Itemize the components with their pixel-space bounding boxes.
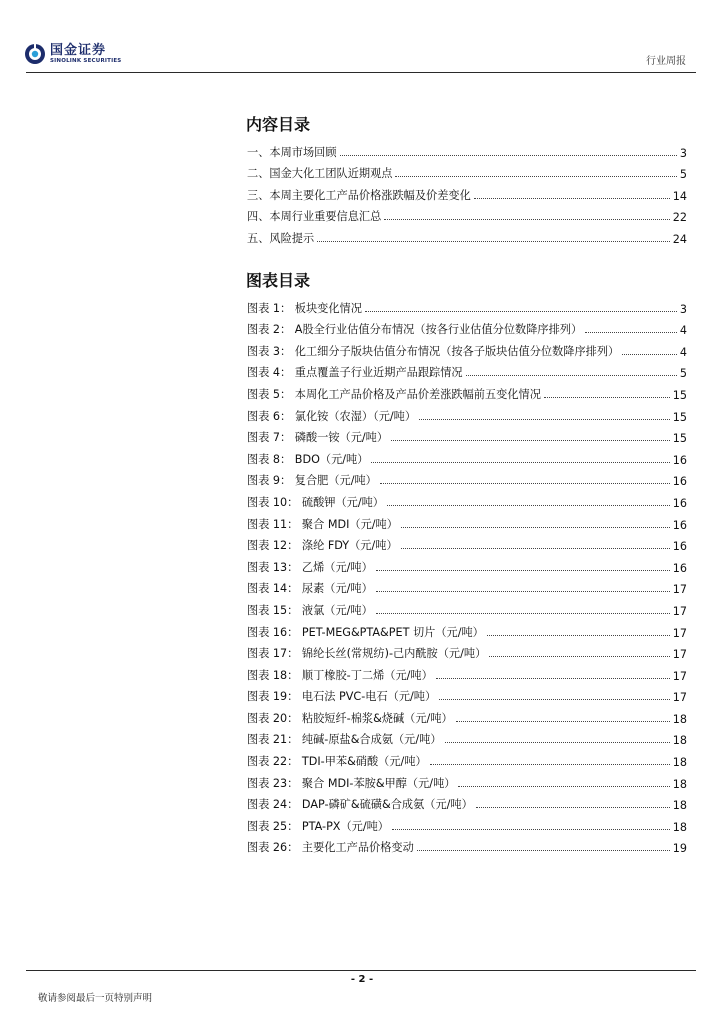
figure-entry[interactable] xyxy=(247,467,687,489)
figure-entry[interactable] xyxy=(247,575,687,597)
dot-leader xyxy=(474,198,670,199)
figure-entry-page: 16 xyxy=(672,496,687,510)
dot-leader xyxy=(419,419,670,420)
figure-entry-page: 18 xyxy=(672,712,687,726)
figure-entry[interactable] xyxy=(247,380,687,402)
dot-leader xyxy=(391,440,670,441)
figure-entry[interactable] xyxy=(247,791,687,813)
dot-leader xyxy=(392,829,670,830)
contents-entry[interactable] xyxy=(247,160,687,182)
figure-entry-label: 图表 5： 本周化工产品价格及产品价差涨跌幅前五变化情况 xyxy=(247,387,541,401)
figure-entry[interactable] xyxy=(247,359,687,381)
contents-entry-label: 五、风险提示 xyxy=(247,231,315,245)
figure-entry-label: 图表 13： 乙烯（元/吨） xyxy=(247,560,373,574)
dot-leader xyxy=(365,311,677,312)
figure-entry-page: 15 xyxy=(672,388,687,402)
dot-leader xyxy=(476,807,670,808)
disclaimer-text: 敬请参阅最后一页特别声明 xyxy=(38,993,153,1004)
figure-entry-label: 图表 7： 磷酸一铵（元/吨） xyxy=(247,431,389,445)
figure-entry[interactable] xyxy=(247,510,687,532)
sinolink-logo-icon xyxy=(24,43,46,65)
figure-entry-page: 19 xyxy=(672,842,687,856)
contents-entry[interactable] xyxy=(247,224,687,246)
contents-entry-label: 四、本周行业重要信息汇总 xyxy=(247,210,382,224)
figure-entry-label: 图表 1： 板块变化情况 xyxy=(247,301,362,315)
contents-entry[interactable] xyxy=(247,203,687,225)
figure-entry-page: 18 xyxy=(672,799,687,813)
figure-entry-label: 图表 10： 硫酸钾（元/吨） xyxy=(247,495,384,509)
figure-entry-page: 4 xyxy=(679,324,687,338)
dot-leader xyxy=(439,699,670,700)
figure-entry-label: 图表 3： 化工细分子版块估值分布情况（按各子版块估值分位数降序排列） xyxy=(247,344,620,358)
figure-entry-page: 18 xyxy=(672,734,687,748)
report-type-label: 行业周报 xyxy=(646,56,686,67)
figure-entry-label: 图表 2： A股全行业估值分布情况（按各行业估值分位数降序排列） xyxy=(247,323,583,337)
contents-entry[interactable] xyxy=(247,181,687,203)
figure-entry-label: 图表 8： BDO（元/吨） xyxy=(247,452,369,466)
contents-title: 内容目录 xyxy=(246,115,311,134)
dot-leader xyxy=(445,742,670,743)
figure-entry[interactable] xyxy=(247,618,687,640)
dot-leader xyxy=(436,678,670,679)
figure-entry-label: 图表 26： 主要化工产品价格变动 xyxy=(247,841,414,855)
dot-leader xyxy=(380,483,670,484)
figure-entry-label: 图表 16： PET-MEG&PTA&PET 切片（元/吨） xyxy=(247,625,484,639)
figure-entry-page: 18 xyxy=(672,777,687,791)
figure-entry[interactable] xyxy=(247,532,687,554)
contents-entry-label: 一、本周市场回顾 xyxy=(247,145,337,159)
contents-entry-page: 22 xyxy=(672,211,687,225)
figure-entry[interactable] xyxy=(247,553,687,575)
dot-leader xyxy=(401,527,670,528)
figure-entry-page: 16 xyxy=(672,518,687,532)
logo-text-cn: 国金证券 xyxy=(50,42,107,58)
dot-leader xyxy=(544,397,670,398)
logo-text-en: SINOLINK SECURITIES xyxy=(50,57,122,64)
figure-entry-page: 17 xyxy=(672,626,687,640)
contents-entry[interactable] xyxy=(247,138,687,160)
dot-leader xyxy=(487,635,670,636)
figure-entry[interactable] xyxy=(247,769,687,791)
dot-leader xyxy=(401,548,670,549)
figure-entry-label: 图表 12： 涤纶 FDY（元/吨） xyxy=(247,539,398,553)
figure-entry-label: 图表 24： DAP-磷矿&硫磺&合成氨（元/吨） xyxy=(247,798,473,812)
dot-leader xyxy=(458,786,669,787)
dot-leader xyxy=(456,721,670,722)
dot-leader xyxy=(489,656,669,657)
figure-entry-page: 3 xyxy=(679,302,687,316)
footer-divider xyxy=(26,970,696,971)
contents-list xyxy=(247,138,687,246)
contents-entry-page: 3 xyxy=(679,146,687,160)
dot-leader xyxy=(384,219,669,220)
figure-entry[interactable] xyxy=(247,683,687,705)
company-logo xyxy=(24,40,144,68)
figure-entry[interactable] xyxy=(247,596,687,618)
figure-entry[interactable] xyxy=(247,445,687,467)
figure-entry[interactable] xyxy=(247,424,687,446)
dot-leader xyxy=(387,505,670,506)
dot-leader xyxy=(466,375,677,376)
dot-leader xyxy=(340,155,677,156)
dot-leader xyxy=(430,764,670,765)
contents-entry-label: 三、本周主要化工产品价格涨跌幅及价差变化 xyxy=(247,188,471,202)
figure-entry-page: 18 xyxy=(672,820,687,834)
figure-entry[interactable] xyxy=(247,640,687,662)
figure-entry-page: 16 xyxy=(672,561,687,575)
contents-entry-page: 24 xyxy=(672,232,687,246)
dot-leader xyxy=(417,850,670,851)
contents-entry-page: 5 xyxy=(679,168,687,182)
contents-entry-page: 14 xyxy=(672,189,687,203)
figure-entry-label: 图表 19： 电石法 PVC-电石（元/吨） xyxy=(247,690,437,704)
figure-entry[interactable] xyxy=(247,294,687,316)
dot-leader xyxy=(395,176,676,177)
dot-leader xyxy=(376,613,670,614)
figure-entry-page: 17 xyxy=(672,604,687,618)
figure-entry-label: 图表 20： 粘胶短纤-棉浆&烧碱（元/吨） xyxy=(247,711,453,725)
figure-entry-page: 17 xyxy=(672,583,687,597)
figure-entry-label: 图表 14： 尿素（元/吨） xyxy=(247,582,373,596)
figure-entry-label: 图表 15： 液氯（元/吨） xyxy=(247,603,373,617)
figure-entry-page: 15 xyxy=(672,432,687,446)
figure-entry-label: 图表 9： 复合肥（元/吨） xyxy=(247,474,377,488)
figure-entry-label: 图表 6： 氯化铵（农湿）（元/吨） xyxy=(247,409,417,423)
figure-entry-label: 图表 23： 聚合 MDI-苯胺&甲醇（元/吨） xyxy=(247,776,456,790)
figure-entry-label: 图表 21： 纯碱-原盐&合成氨（元/吨） xyxy=(247,733,442,747)
figure-entry-label: 图表 18： 顺丁橡胶-丁二烯（元/吨） xyxy=(247,668,433,682)
figures-list xyxy=(247,294,687,855)
figure-entry[interactable] xyxy=(247,402,687,424)
dot-leader xyxy=(317,241,670,242)
figure-entry-page: 5 xyxy=(679,367,687,381)
figure-entry-page: 17 xyxy=(672,669,687,683)
header-divider xyxy=(26,72,696,73)
figure-entry-label: 图表 11： 聚合 MDI（元/吨） xyxy=(247,517,398,531)
figure-entry-label: 图表 25： PTA-PX（元/吨） xyxy=(247,819,389,833)
figure-entry-page: 17 xyxy=(672,648,687,662)
figure-entry-label: 图表 22： TDI-甲苯&硝酸（元/吨） xyxy=(247,755,427,769)
page-number: - 2 - xyxy=(350,974,374,985)
figure-entry[interactable] xyxy=(247,488,687,510)
figure-entry-page: 16 xyxy=(672,475,687,489)
figure-entry-page: 17 xyxy=(672,691,687,705)
figure-entry-page: 16 xyxy=(672,453,687,467)
figures-title: 图表目录 xyxy=(246,271,311,290)
figure-entry[interactable] xyxy=(247,812,687,834)
dot-leader xyxy=(622,354,677,355)
figure-entry-label: 图表 17： 锦纶长丝(常规纺)-己内酰胺（元/吨） xyxy=(247,647,487,661)
dot-leader xyxy=(376,591,670,592)
figure-entry[interactable] xyxy=(247,337,687,359)
figure-entry[interactable] xyxy=(247,747,687,769)
figure-entry[interactable] xyxy=(247,316,687,338)
figure-entry[interactable] xyxy=(247,704,687,726)
dot-leader xyxy=(585,332,677,333)
dot-leader xyxy=(371,462,669,463)
dot-leader xyxy=(376,570,670,571)
figure-entry[interactable] xyxy=(247,661,687,683)
figure-entry-label: 图表 4： 重点覆盖子行业近期产品跟踪情况 xyxy=(247,366,463,380)
figure-entry[interactable] xyxy=(247,834,687,856)
contents-entry-label: 二、国金大化工团队近期观点 xyxy=(247,167,393,181)
figure-entry-page: 4 xyxy=(679,345,687,359)
figure-entry-page: 15 xyxy=(672,410,687,424)
figure-entry-page: 18 xyxy=(672,756,687,770)
figure-entry[interactable] xyxy=(247,726,687,748)
figure-entry-page: 16 xyxy=(672,540,687,554)
